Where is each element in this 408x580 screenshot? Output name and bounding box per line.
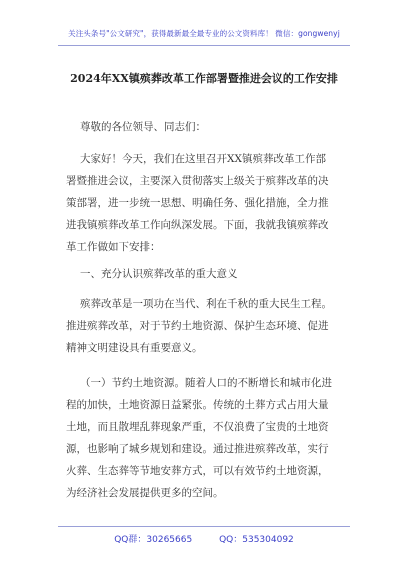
- paragraph-line: 署暨推进会议，主要深入贯彻落实上级关于殡葬改革的决: [66, 175, 329, 187]
- paragraph-line: （一）节约土地资源。随着人口的不断增长和城市化进: [80, 377, 332, 389]
- salutation: 尊敬的各位领导、同志们：: [80, 121, 206, 133]
- paragraph-line: 策部署，进一步统一思想、明确任务、强化措施，全力推: [66, 197, 329, 209]
- footer-contact: [0, 532, 408, 545]
- header-divider: [58, 45, 350, 46]
- paragraph-line: 大家好！今天，我们在这里召开XX镇殡葬改革工作部: [80, 153, 326, 165]
- paragraph-line: 火葬、生态葬等节地安葬方式，可以有效节约土地资源，: [66, 465, 329, 477]
- paragraph-line: 土地，而且散埋乱葬现象严重，不仅浪费了宝贵的土地资: [66, 421, 329, 433]
- paragraph-line: 进我镇殡葬改革工作向纵深发展。下面，我就我镇殡葬改: [66, 219, 329, 231]
- footer-divider: [58, 526, 350, 527]
- paragraph-line: 推进殡葬改革，对于节约土地资源、保护生态环境、促进: [66, 320, 329, 332]
- document-title: 2024年XX镇殡葬改革工作部署暨推进会议的工作安排: [70, 72, 338, 85]
- section-heading: 一、充分认识殡葬改革的重大意义: [80, 268, 238, 280]
- header-watermark: 关注头条号"公文研究"，获得最新最全最专业的公文资料库！ 微信：gongwenyj: [68, 29, 340, 38]
- paragraph-line: 为经济社会发展提供更多的空间。: [66, 487, 224, 499]
- paragraph-line: 源，也影响了城乡规划和建设。通过推进殡葬改革，实行: [66, 443, 329, 455]
- qq-number: QQ：535304092: [219, 535, 294, 545]
- paragraph-line: 程的加快，土地资源日益紧张。传统的土葬方式占用大量: [66, 399, 329, 411]
- paragraph-line: 革工作做如下安排：: [66, 241, 161, 253]
- paragraph-line: 精神文明建设具有重要意义。: [66, 342, 203, 354]
- qq-group-number: QQ群：30265665: [114, 535, 193, 545]
- paragraph-line: 殡葬改革是一项功在当代、利在千秋的重大民生工程。: [80, 298, 332, 310]
